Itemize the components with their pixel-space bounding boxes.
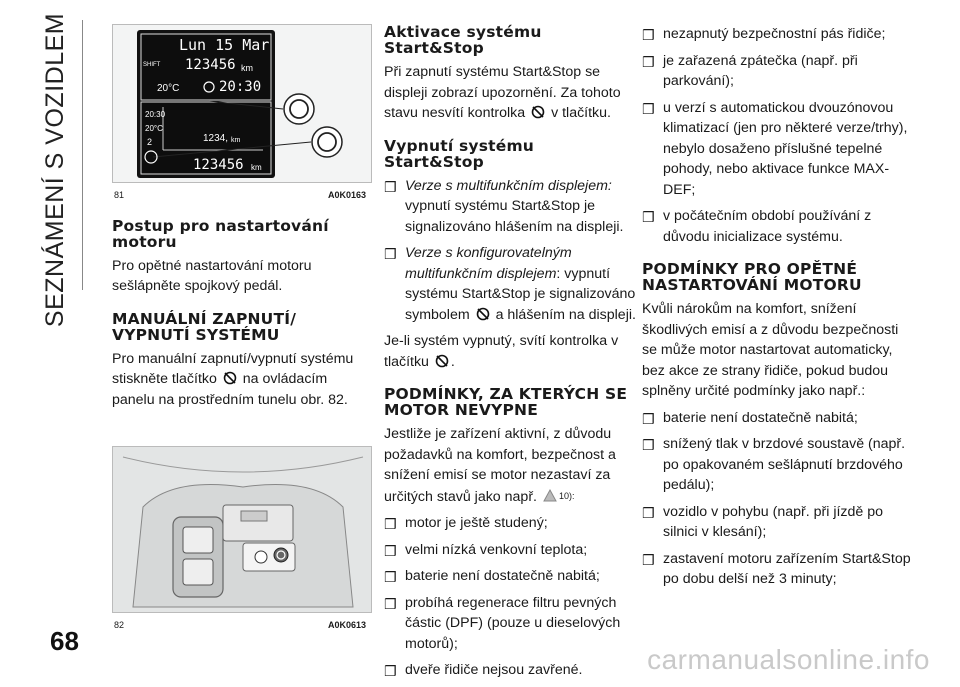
paragraph-off-indicator: Je-li systém vypnutý, svítí kontrolka v tlačítku . [384,333,619,370]
start-stop-off-icon [223,371,237,385]
list-item-text: v počátečním období používání z důvodu inicializace systému. [663,208,872,245]
list-item-text: baterie není dostatečně nabitá; [405,568,600,584]
column-3 [642,24,912,596]
display-gear-indicator: 2 [147,137,153,147]
footer-watermark: carmanualsonline.info [647,644,930,675]
shift-indicator: SHIFT [143,62,161,68]
heading-manual-toggle: MANUÁLNÍ ZAPNUTÍ/ VYPNUTÍ SYSTÉMU [112,309,297,344]
list-item [642,549,912,590]
heading-restart-conditions: PODMÍNKY PRO OPĚTNÉ NASTARTOVÁNÍ MOTORU [642,260,862,294]
checkbox-bullet-icon: ❒ [642,53,655,70]
checkbox-bullet-icon: ❒ [642,209,655,225]
display-odometer-bottom: 123456 [193,157,244,173]
checkbox-bullet-icon: ❒ [384,569,397,585]
paragraph-manual-toggle: Pro manuální zapnutí/vypnutí systému stiskněte tlačítko na ovládacím panelu na prostředním tunelu obr. 82. [112,350,354,408]
list-item-text: velmi nízká venkovní teplota; [405,541,588,558]
list-item-text: vozidlo v pohybu (např. při jízdě po silnici v klesání); [663,503,884,540]
no-stop-conditions-list [384,513,636,681]
heading-no-stop-conditions: PODMÍNKY, ZA KTERÝCH SE MOTOR NEVYPNE [384,385,628,419]
warning-reference: 10): [558,490,575,501]
paragraph-restart: Pro opětné nastartování motoru sešlápněte spojkový pedál. [112,257,312,294]
display-odometer-bottom-unit: km [251,163,262,172]
display-clock: 20:30 [219,79,262,95]
list-item [642,98,912,201]
display-left-temp: 20°C [145,124,163,133]
figure-82-caption [112,613,372,636]
checkbox-bullet-icon: ❒ [384,663,397,679]
list-item-text: probíhá regenerace filtru pevných částic (DPF) (pouze u dieselových motorů); [405,594,621,652]
figure-81-caption [112,183,372,206]
checkbox-bullet-icon: ❒ [642,504,655,521]
list-item [642,51,912,92]
checkbox-bullet-icon: ❒ [642,100,655,117]
display-trip: 1234, [203,133,229,144]
checkbox-bullet-icon: ❒ [384,516,397,532]
figure-81-number: 81 [114,190,125,200]
heading-deactivation: Vypnutí systému Start&Stop [384,136,535,171]
checkbox-bullet-icon: ❒ [384,542,397,559]
checkbox-bullet-icon: ❒ [384,178,397,195]
paragraph-restart-conditions: Kvůli nárokům na komfort, snížení škodlivých emisí a z důvodu bezpečnosti se může motor nastartovat automaticky, bez akce ze strany řidiče, pokud budou splněny určité podmínky jako např.: [642,301,899,399]
figure-81 [112,24,372,183]
checkbox-bullet-icon: ❒ [384,246,397,262]
list-item-text: u verzí s automatickou dvouzónovou klimatizací (jen pro některé verze/trhy), nebylo dosaženo příslušné tepelné pohody, nebo aktivace funkce MAX-DEF; [663,99,908,198]
list-item: ❒ Verze s multifunkčním displejem: vypnutí systému Start&Stop je signalizováno hlášením na displeji. [384,177,624,235]
start-stop-off-icon [476,307,490,321]
list-item [642,408,912,429]
list-item-text: motor je ještě studený; [405,515,548,531]
checkbox-bullet-icon: ❒ [642,437,655,453]
heading-restart-procedure: Postup pro nastartování motoru [112,216,329,251]
list-item-text: je zařazená zpátečka (např. při parkování); [663,52,858,89]
display-odometer-top-unit: km [241,63,253,73]
start-stop-off-icon [435,354,449,368]
figure-82-number: 82 [114,620,125,630]
list-item [384,660,636,681]
no-stop-conditions-list-cont [642,24,912,247]
column-2 [384,24,636,687]
list-item-text: dveře řidiče nejsou zavřené. [405,662,583,678]
list-item [384,593,636,655]
checkbox-bullet-icon: ❒ [642,551,655,568]
paragraph-activation: Při zapnutí systému Start&Stop se displeji zobrazí upozornění. Za tohoto stavu nesvítí kontrolka v tlačítku. [384,64,621,121]
list-item [384,566,636,587]
page-number: 68 [50,626,79,656]
list-item-text: baterie není dostatečně nabitá; [663,409,858,426]
figure-82-code: A0K0613 [327,620,366,630]
restart-conditions-list [642,408,912,590]
console-illustration [113,447,371,612]
figure-81-code: A0K0163 [327,190,366,200]
list-item [384,540,636,561]
sidebar-rule [82,20,83,290]
display-temp-top: 20°C [157,83,180,94]
warning-triangle-icon [543,489,557,503]
figure-82 [112,446,372,613]
checkbox-bullet-icon: ❒ [384,595,397,612]
paragraph-no-stop: Jestliže je zařízení aktivní, z důvodu požadavků na komfort, bezpečnost a snížení emisí se motor nezastaví za určitých stavů jako např. $^{10):}$ [384,426,616,505]
list-item [384,513,636,534]
list-item [642,434,912,496]
list-item-text: zastavení motoru zařízením Start&Stop po dobu delší než 3 minuty; [663,550,911,587]
display-left-clock: 20:30 [145,110,166,119]
column-1 [112,24,372,648]
list-item-text: snížený tlak v brzdové soustavě (např. po opakovaném sešlápnutí brzdového pedálu); [663,436,906,493]
list-item [642,502,912,543]
heading-activation: Aktivace systému Start&Stop [384,23,542,57]
display-date: Lun 15 Mar [179,36,270,54]
list-item-text: nezapnutý bezpečnostní pás řidiče; [663,26,886,42]
display-trip-unit: km [231,137,241,144]
list-item [642,206,912,247]
checkbox-bullet-icon: ❒ [642,27,655,43]
list-item: ❒ Verze s konfigurovatelným multifunkčním displejem: vypnutí systému Start&Stop je signalizováno symbolem a hlášením na displeji. [384,245,636,323]
list-item [642,24,912,45]
checkbox-bullet-icon: ❒ [642,410,655,427]
display-odometer-top: 123456 [185,57,236,73]
chapter-sidebar-title: SEZNÁMENÍ S VOZIDLEM [41,12,69,328]
start-stop-off-icon [531,105,545,119]
